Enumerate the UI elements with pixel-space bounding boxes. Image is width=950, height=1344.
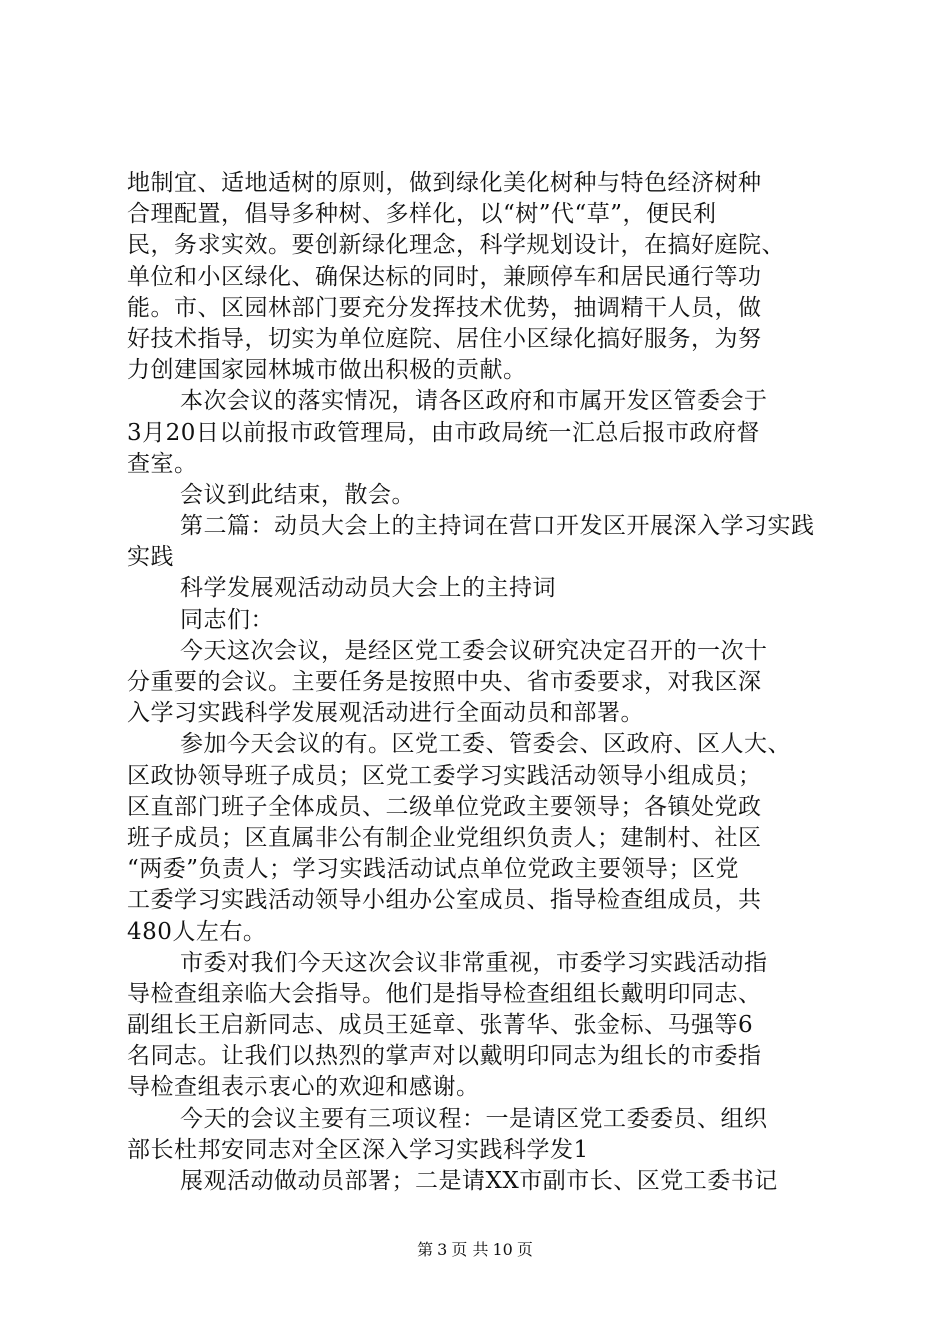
text-line: 部长杜邦安同志对全区深入学习实践科学发1 <box>127 1136 589 1163</box>
text-line: 查室。 <box>127 450 198 477</box>
text-line: 参加今天会议的有。区党工委、管委会、区政府、区人大、 <box>180 731 791 758</box>
text-line: 实践 <box>127 544 174 571</box>
current-page-number: 3 <box>437 1240 448 1259</box>
page-label-suffix: 页 <box>516 1240 533 1259</box>
text-line: 分重要的会议。主要任务是按照中央、省市委要求，对我区深 <box>127 669 762 695</box>
page-label-mid: 页 共 <box>451 1240 489 1259</box>
text-line: 展观活动做动员部署；二是请XX市副市长、区党工委书记 <box>180 1168 778 1194</box>
text-line: 科学发展观活动动员大会上的主持词 <box>180 575 556 602</box>
text-line: 导检查组亲临大会指导。他们是指导检查组组长戴明印同志、 <box>127 980 762 1007</box>
text-line: 力创建国家园林城市做出积极的贡献。 <box>127 357 527 384</box>
text-line: 会议到此结束，散会。 <box>180 481 415 508</box>
text-line: 市委对我们今天这次会议非常重视，市委学习实践活动指 <box>180 949 768 976</box>
text-line: 同志们： <box>180 606 274 633</box>
text-line: “两委”负责人；学习实践活动试点单位党政主要领导；区党 <box>127 856 740 883</box>
text-line: 导检查组表示衷心的欢迎和感谢。 <box>127 1074 480 1101</box>
text-line: 今天这次会议，是经区党工委会议研究决定召开的一次十 <box>180 637 768 664</box>
text-line: 480人左右。 <box>127 918 267 945</box>
text-line: 本次会议的落实情况，请各区政府和市属开发区管委会于 <box>180 388 768 415</box>
text-line: 副组长王启新同志、成员王延章、张菁华、张金标、马强等6 <box>127 1012 754 1039</box>
text-line: 第二篇：动员大会上的主持词在营口开发区开展深入学习实践 <box>180 513 815 540</box>
page-footer <box>0 1240 950 1260</box>
text-line: 区政协领导班子成员；区党工委学习实践活动领导小组成员； <box>127 762 762 789</box>
total-pages-number: 10 <box>492 1240 513 1259</box>
text-line: 地制宜、适地适树的原则，做到绿化美化树种与特色经济树种 <box>127 170 762 196</box>
text-line: 合理配置，倡导多种树、多样化，以“树”代“草”，便民利 <box>127 201 717 228</box>
text-line: 班子成员；区直属非公有制企业党组织负责人；建制村、社区 <box>127 824 762 851</box>
text-line: 今天的会议主要有三项议程：一是请区党工委委员、组织 <box>180 1105 768 1132</box>
text-line: 区直部门班子全体成员、二级单位党政主要领导；各镇处党政 <box>127 793 762 820</box>
text-line: 能。市、区园林部门要充分发挥技术优势，抽调精干人员，做 <box>127 294 762 321</box>
page-label-prefix: 第 <box>417 1240 434 1259</box>
text-line: 3月20日以前报市政管理局，由市政局统一汇总后报市政府督 <box>127 419 760 446</box>
text-line: 单位和小区绿化、确保达标的同时，兼顾停车和居民通行等功 <box>127 263 762 290</box>
text-line: 好技术指导，切实为单位庭院、居住小区绿化搞好服务，为努 <box>127 325 762 352</box>
text-line: 民，务求实效。要创新绿化理念，科学规划设计，在搞好庭院、 <box>127 232 785 259</box>
text-line: 工委学习实践活动领导小组办公室成员、指导检查组成员，共 <box>127 887 762 914</box>
document-body <box>127 168 827 1197</box>
text-line: 入学习实践科学发展观活动进行全面动员和部署。 <box>127 700 644 727</box>
text-line: 名同志。让我们以热烈的掌声对以戴明印同志为组长的市委指 <box>127 1043 762 1070</box>
